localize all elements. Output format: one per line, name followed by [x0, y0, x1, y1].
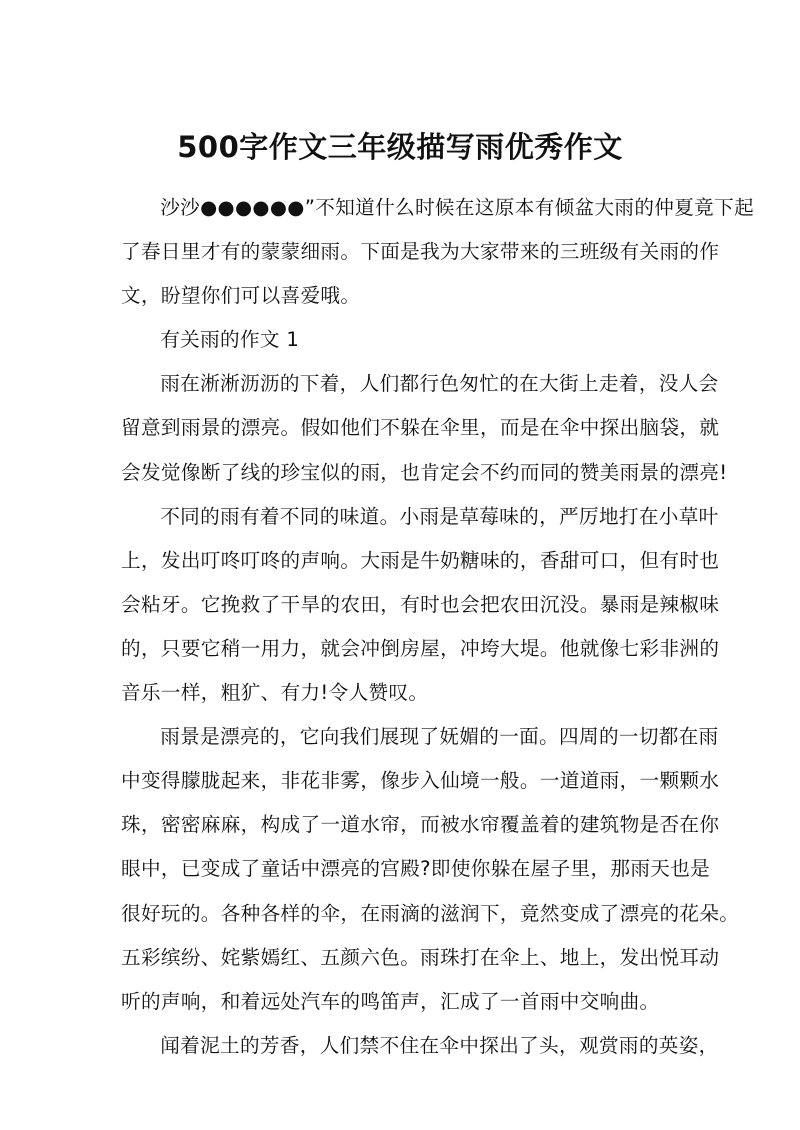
- document-body: [121, 186, 755, 1068]
- paragraph: [121, 186, 755, 318]
- text-line: 音乐一样，粗犷、有力!令人赞叹。: [121, 681, 429, 705]
- text-line: 很好玩的。各种各样的伞，在雨滴的滋润下，竟然变成了漂亮的花朵。: [121, 901, 740, 925]
- text-line: 雨在淅淅沥沥的下着，人们都行色匆忙的在大街上走着，没人会: [160, 372, 719, 396]
- text-line: 珠，密密麻麻，构成了一道水帘，而被水帘覆盖着的建筑物是否在你: [121, 813, 720, 837]
- text-line: 的，只要它稍一用力，就会冲倒房屋，冲垮大堤。他就像七彩非洲的: [121, 636, 720, 660]
- document-title: 500字作文三年级描写雨优秀作文: [177, 130, 623, 164]
- text-line: 了春日里才有的蒙蒙细雨。下面是我为大家带来的三班级有关雨的作: [121, 240, 720, 264]
- paragraph: [121, 1024, 719, 1068]
- paragraph: [121, 495, 720, 715]
- text-line: 上，发出叮咚叮咚的声响。大雨是牛奶糖味的，香甜可口，但有时也: [121, 548, 720, 572]
- text-line: 中变得朦胧起来，非花非雾，像步入仙境一般。一道道雨，一颗颗水: [121, 769, 720, 793]
- text-line: 不同的雨有着不同的味道。小雨是草莓味的，严厉地打在小草叶: [160, 504, 719, 528]
- text-line: 留意到雨景的漂亮。假如他们不躲在伞里，而是在伞中探出脑袋，就: [121, 416, 720, 440]
- text-line: 沙沙●●●●●●”不知道什么时候在这原本有倾盆大雨的仲夏竟下起: [160, 196, 755, 219]
- text-line: 会发觉像断了线的珍宝似的雨，也肯定会不约而同的赞美雨景的漂亮!: [121, 460, 728, 484]
- text-line: 五彩缤纷、姹紫嫣红、五颜六色。雨珠打在伞上、地上，发出悦耳动: [121, 945, 720, 969]
- text-line: 雨景是漂亮的，它向我们展现了妩媚的一面。四周的一切都在雨: [160, 725, 719, 749]
- text-line: 闻着泥土的芳香，人们禁不住在伞中探出了头，观赏雨的英姿，: [160, 1033, 719, 1057]
- paragraph: [121, 362, 728, 494]
- section-heading: 有关雨的作文 1: [160, 328, 300, 352]
- paragraph: [121, 715, 740, 1024]
- text-line: 眼中，已变成了童话中漂亮的宫殿?即使你躲在屋子里，那雨天也是: [121, 857, 711, 881]
- text-line: 文，盼望你们可以喜爱哦。: [121, 284, 361, 308]
- text-line: 听的声响，和着远处汽车的鸣笛声，汇成了一首雨中交响曲。: [121, 989, 660, 1013]
- text-line: 会粘牙。它挽救了干旱的农田，有时也会把农田沉没。暴雨是辣椒味: [121, 592, 720, 616]
